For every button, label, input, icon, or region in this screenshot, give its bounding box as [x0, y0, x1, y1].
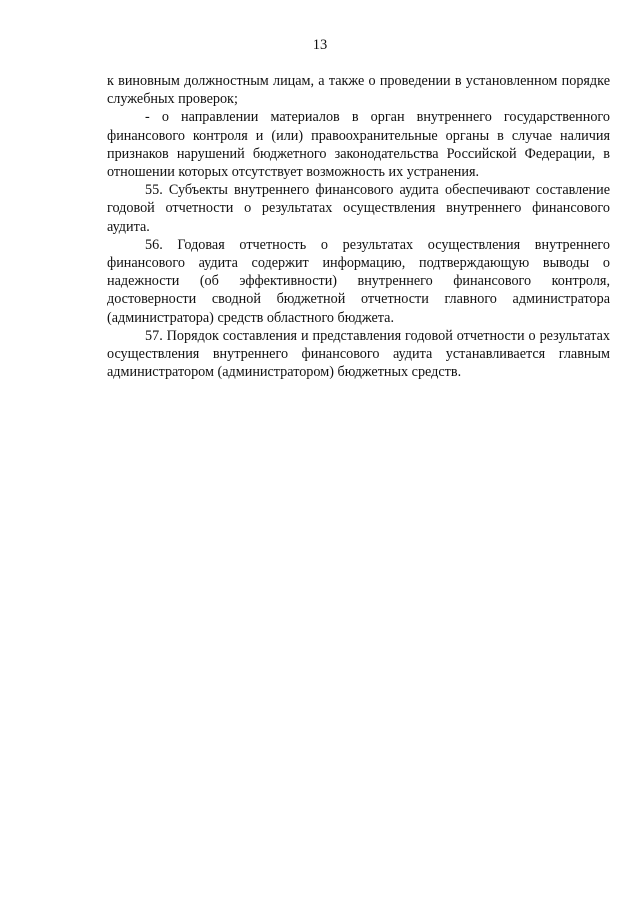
paragraph-materials-referral: - о направлении материалов в орган внутреннего государственного финансового контроля и (или) правоохранительные органы в случае наличия признаков нарушений бюджетного законодательства Российской Федерации, в отношении которых отсутствует возможность их устранения.: [107, 109, 610, 181]
paragraph-55: 55. Субъекты внутреннего финансового аудита обеспечивают составление годовой отчетности о результатах осуществления внутреннего финансового аудита.: [107, 182, 610, 235]
paragraph-57: 57. Порядок составления и представления годовой отчетности о результатах осуществления внутреннего финансового аудита устанавливается главным администратором (администратором) бюджетных средств.: [107, 327, 610, 381]
document-body: [107, 72, 610, 381]
paragraph-continuation: к виновным должностным лицам, а также о проведении в установленном порядке служебных проверок;: [107, 73, 610, 108]
page-number: 13: [312, 37, 328, 53]
paragraph-56: 56. Годовая отчетность о результатах осуществления внутреннего финансового аудита содержит информацию, подтверждающую выводы о надежности (об эффективности) внутреннего финансового контроля, достоверности сводной бюджетной отчетности главного администратора (администратора) средств областного бюджета.: [107, 236, 610, 326]
